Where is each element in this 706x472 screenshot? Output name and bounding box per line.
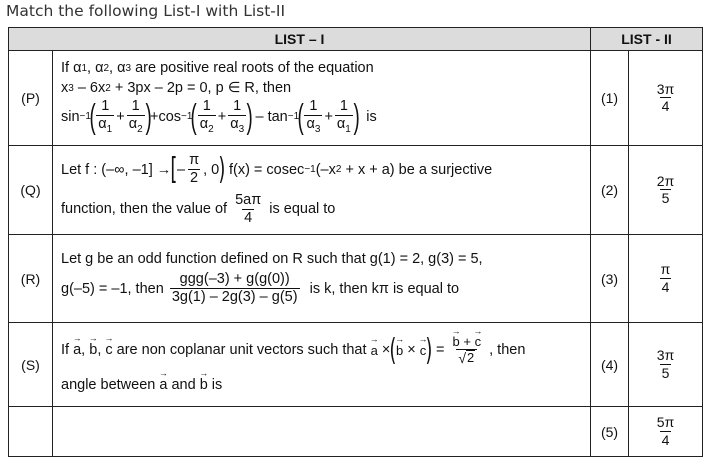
option-4-num: (4) xyxy=(591,323,629,407)
option-2-numerator: 2π xyxy=(656,172,675,189)
option-1-num: (1) xyxy=(591,51,629,146)
option-2-num: (2) xyxy=(591,146,629,235)
row-label: (Q) xyxy=(9,146,53,235)
page-title: Match the following List-I with List-II xyxy=(6,2,286,20)
question-s xyxy=(53,323,591,407)
match-table xyxy=(8,27,703,457)
option-5-value xyxy=(629,407,703,457)
table-row-q xyxy=(9,146,703,235)
option-3-denominator: 4 xyxy=(661,278,670,295)
question-q xyxy=(53,146,591,235)
question-r-line1: Let g be an odd function defined on R such that g(1) = 2, g(3) = 5, xyxy=(61,251,483,267)
option-1-denominator: 4 xyxy=(661,98,670,115)
option-5-num: (5) xyxy=(591,407,629,457)
option-4-denominator: 5 xyxy=(661,364,670,381)
question-s-line1: If → a , → b , → c are non coplanar unit vectors such that → a × ( → b × → c ) = → b + → c √ 2 , then xyxy=(61,335,584,367)
option-5-numerator: 5π xyxy=(656,414,675,431)
option-4-value xyxy=(629,323,703,407)
question-empty xyxy=(53,407,591,457)
table-row-s xyxy=(9,323,703,407)
question-p-line2: x 3 – 6x 2 + 3px – 2p = 0, p ∈ R, then xyxy=(61,79,292,96)
option-2-denominator: 5 xyxy=(661,190,670,207)
option-3-num: (3) xyxy=(591,235,629,323)
row-label: (S) xyxy=(9,323,53,407)
question-p-line3: sin −1 ( $\frac{1}{\alpha_1}$ + $\frac{1}{\alpha_2}$ ) +cos −1 ( $\frac{1}{\alpha_2}$ + $\frac{1}{\alpha_3}$ ) – tan −1 ( $\frac{1}{\alpha_3}$ + $\frac{1}{\alpha_1}$ ) is xyxy=(61,98,377,137)
option-1-value xyxy=(629,51,703,146)
header-row xyxy=(9,28,703,51)
question-p-line1: If α 1 , α 2 , α 3 are positive real roots of the equation xyxy=(61,60,374,77)
question-r xyxy=(53,235,591,323)
option-4-numerator: 3π xyxy=(656,347,675,364)
question-q-line1: Let f : (–∞, –1] → [ – $\frac{\pi}{2}$ , 0 ) f(x) = cosec −1 (–x 2 + x + a) be a surjective xyxy=(61,152,493,188)
question-p xyxy=(53,51,591,146)
row-label: (R) xyxy=(9,235,53,323)
row-label: (P) xyxy=(9,51,53,146)
option-2-value xyxy=(629,146,703,235)
question-s-line2: angle between → a and → b is xyxy=(61,377,584,394)
table-row-r xyxy=(9,235,703,323)
table-row-p xyxy=(9,51,703,146)
list1-header: LIST – I xyxy=(9,28,591,51)
option-1-numerator: 3π xyxy=(656,80,675,97)
option-3-numerator: π xyxy=(660,261,671,278)
option-5-denominator: 4 xyxy=(661,431,670,448)
option-3-value xyxy=(629,235,703,323)
table-row-empty xyxy=(9,407,703,457)
question-q-line2: function, then the value of $\frac{5a\pi}{4}$ is equal to xyxy=(61,192,336,226)
row-label xyxy=(9,407,53,457)
list2-header: LIST - II xyxy=(591,28,703,51)
question-r-line2: g(–5) = –1, then $\frac{\text{ggg(–3) + g(g(0))}}{3g(1) - 2g(3) - g(5)}$ is k, then kπ is equal to xyxy=(61,271,460,306)
